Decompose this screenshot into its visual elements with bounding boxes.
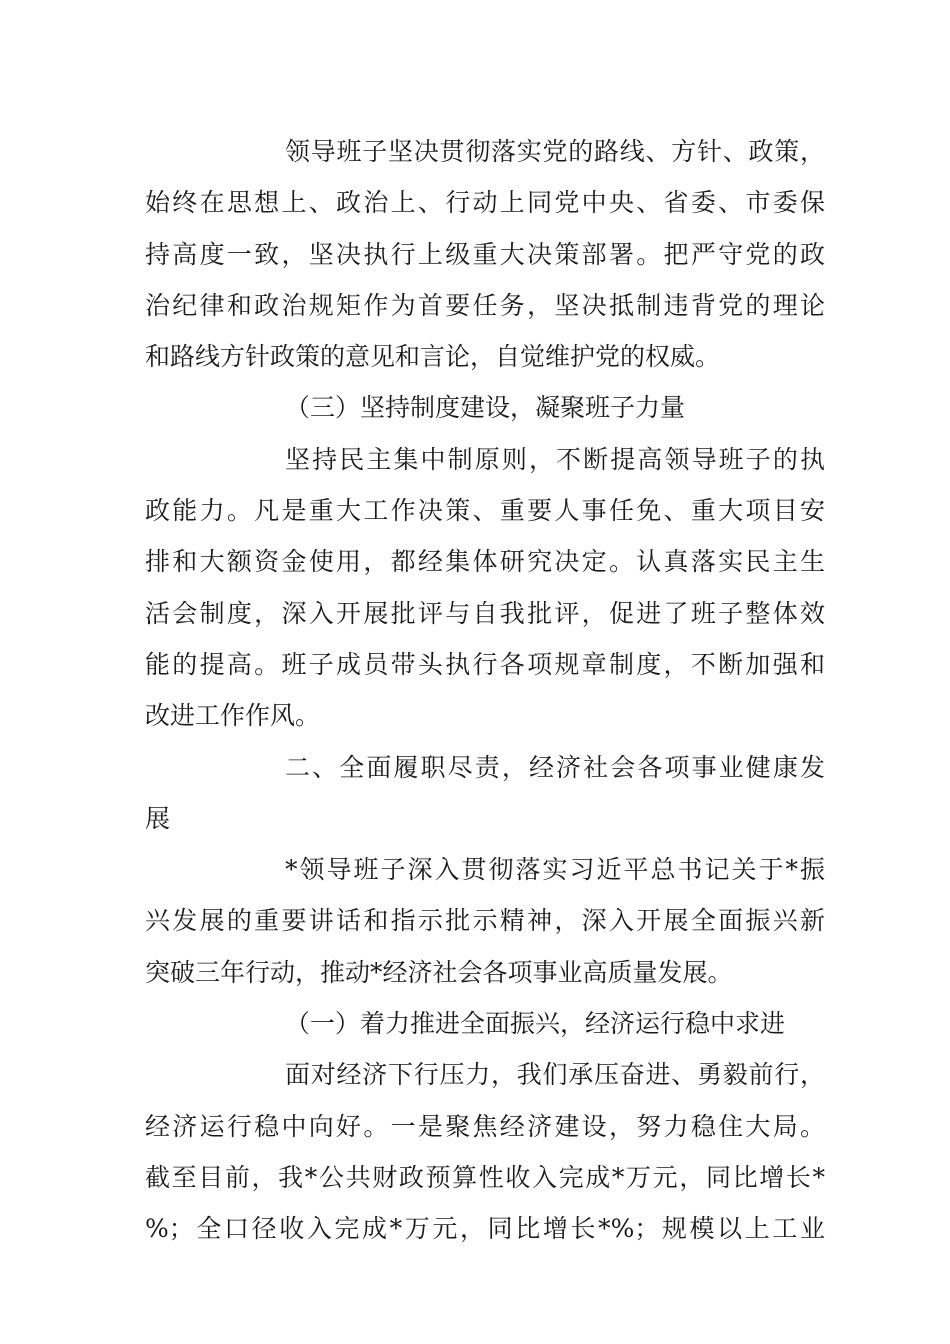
paragraph-line: 截至目前，我*公共财政预算性收入完成*万元，同比增长*	[145, 1162, 825, 1192]
paragraph-line: 排和大额资金使用，都经集体研究决定。认真落实民主生	[145, 547, 825, 577]
paragraph-line: 政能力。凡是重大工作决策、重要人事任免、重大项目安	[145, 496, 825, 526]
paragraph-line: 始终在思想上、政治上、行动上同党中央、省委、市委保	[145, 188, 825, 218]
paragraph-line: 能的提高。班子成员带头执行各项规章制度，不断加强和	[145, 649, 825, 679]
section-heading-2-cont: 展	[145, 803, 171, 833]
paragraph-line: 治纪律和政治规矩作为首要任务，坚决抵制违背党的理论	[145, 290, 825, 320]
paragraph-line: 领导班子坚决贯彻落实党的路线、方针、政策，	[285, 137, 825, 166]
document-body	[145, 126, 825, 1255]
paragraph-line: 经济运行稳中向好。一是聚焦经济建设，努力稳住大局。	[145, 1111, 825, 1141]
paragraph-line: 突破三年行动，推动*经济社会各项事业高质量发展。	[145, 957, 733, 987]
section-heading-3: （三）坚持制度建设，凝聚班子力量	[285, 393, 686, 423]
section-heading-2: 二、全面履职尽责，经济社会各项事业健康发	[285, 752, 825, 782]
paragraph-line: %；全口径收入完成*万元，同比增长*%；规模以上工业	[145, 1214, 825, 1244]
section-heading-1: （一）着力推进全面振兴，经济运行稳中求进	[285, 1009, 786, 1039]
paragraph-line: 持高度一致，坚决执行上级重大决策部署。把严守党的政	[145, 239, 825, 269]
paragraph-line: 改进工作作风。	[145, 701, 321, 731]
paragraph-line: *领导班子深入贯彻落实习近平总书记关于*振	[285, 855, 825, 885]
paragraph-line: 坚持民主集中制原则，不断提高领导班子的执	[285, 444, 825, 474]
paragraph-line: 活会制度，深入开展批评与自我批评，促进了班子整体效	[145, 598, 825, 628]
paragraph-line: 面对经济下行压力，我们承压奋进、勇毅前行，	[285, 1060, 825, 1090]
paragraph-line: 兴发展的重要讲话和指示批示精神，深入开展全面振兴新	[145, 906, 825, 936]
paragraph-line: 和路线方针政策的意见和言论，自觉维护党的权威。	[145, 342, 721, 372]
